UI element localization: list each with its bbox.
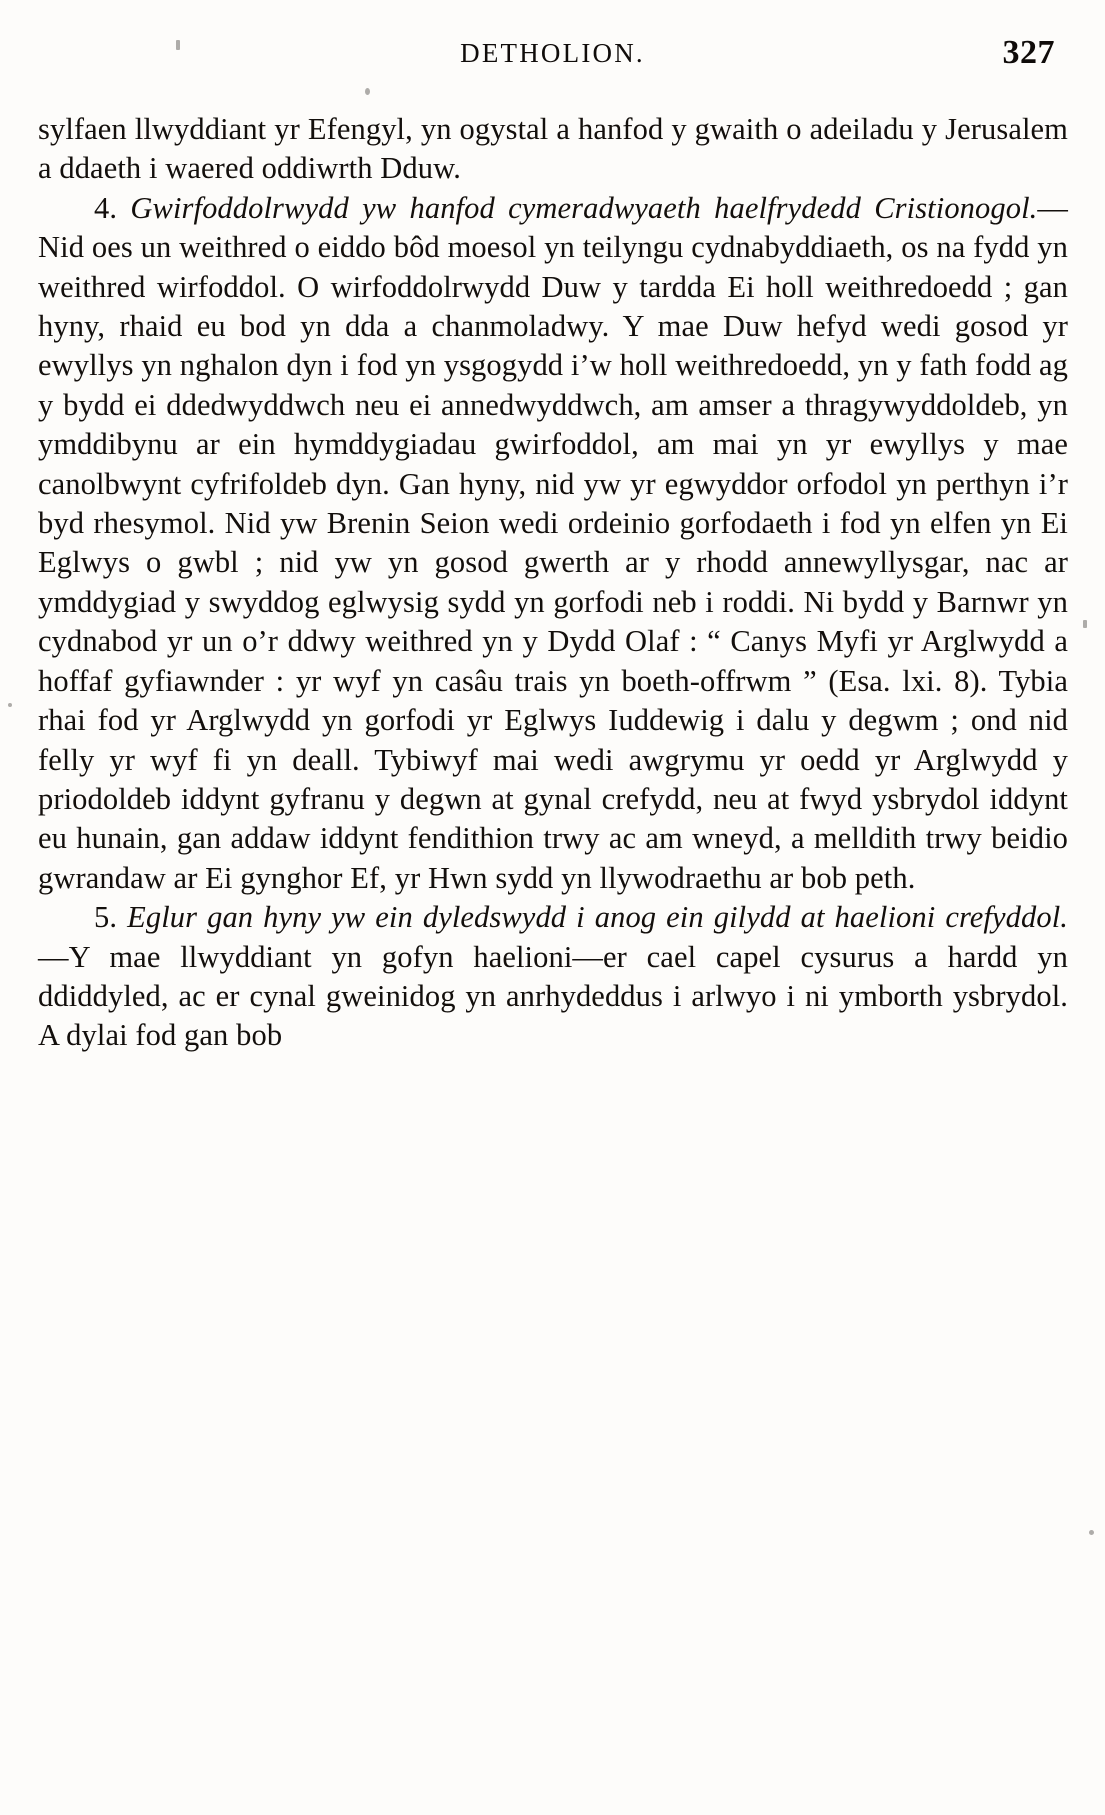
- body-text: [38, 110, 1068, 1056]
- paragraph-section-4: [38, 189, 1068, 898]
- scan-artifact-speck: [8, 703, 12, 707]
- scan-artifact-speck: [1089, 1530, 1094, 1535]
- section-body-4: —Nid oes un weithred o eiddo bôd moesol yn teilyngu cydnabyddiaeth, os na fydd yn weithred wirfoddol. O wirfoddolrwydd Duw y tardda Ei holl weithredoedd ; gan hyny, rhaid eu bod yn dda a chanmoladwy. Y mae Duw hefyd wedi gosod yr ewyllys yn nghalon dyn i fod yn ysgogydd i’w holl weithredoedd, yn y fath fodd ag y bydd ei ddedwyddwch neu ei annedwyddwch, am amser a thragywyddoldeb, yn ymddibynu ar ein hymddygiadau gwirfoddol, am mai yn yr ewyllys y mae canolbwynt cyfrifoldeb dyn. Gan hyny, nid yw yr egwyddor orfodol yn perthyn i’r byd rhesymol. Nid yw Brenin Seion wedi ordeinio gorfodaeth i fod yn elfen yn Ei Eglwys o gwbl ; nid yw yn gosod gwerth ar y rhodd annewyllysgar, nac ar ymddygiad y swyddog eglwysig sydd yn gorfodi neb i roddi. Ni bydd y Barnwr yn cydnabod yr un o’r ddwy weithred yn y Dydd Olaf : “ Canys Myfi yr Arglwydd a hoffaf gyfiawnder : yr wyf yn casâu trais yn boeth-offrwm ” (Esa. lxi. 8). Tybia rhai fod yr Arglwydd yn gorfodi yr Eglwys Iuddewig i dalu y degwm ; ond nid felly yr wyf fi yn deall. Tybiwyf mai wedi awgrymu yr oedd yr Arglwydd y priodoldeb iddynt gyfranu y degwn at gynal crefydd, neu at fwyd ysbrydol iddynt eu hunain, gan addaw iddynt fendithion trwy ac am wneyd, a melldith trwy beidio gwrandaw ar Ei gynghor Ef, yr Hwn sydd yn llywodraethu ar bob peth.: [38, 190, 1068, 895]
- section-number-5: 5.: [94, 900, 118, 935]
- section-heading-4: Gwirfoddolrwydd yw hanfod cymeradwyaeth haelfrydedd Cristionogol.: [130, 190, 1038, 225]
- paragraph-continuation: sylfaen llwyddiant yr Efengyl, yn ogystal a hanfod y gwaith o adeiladu y Jerusalem a ddaeth i waered oddiwrth Dduw.: [38, 112, 1068, 186]
- running-head-title: DETHOLION.: [460, 38, 645, 68]
- section-body-5: —Y mae llwyddiant yn gofyn haelioni—er cael capel cysurus a hardd yn ddiddyled, ac er cynal gweinidog yn anrhydeddus i arlwyo i ni ymborth ysbrydol. A dylai fod gan bob: [38, 939, 1068, 1053]
- page-number: 327: [1002, 34, 1055, 71]
- section-number-4: 4.: [94, 190, 118, 225]
- running-head: [0, 34, 1105, 84]
- section-heading-5: Eglur gan hyny yw ein dyledswydd i anog ein gilydd at haelioni crefyddol.: [127, 900, 1068, 935]
- paragraph-section-5: [38, 898, 1068, 1056]
- scan-artifact-speck: [365, 88, 370, 95]
- scan-artifact-speck: [1083, 620, 1087, 628]
